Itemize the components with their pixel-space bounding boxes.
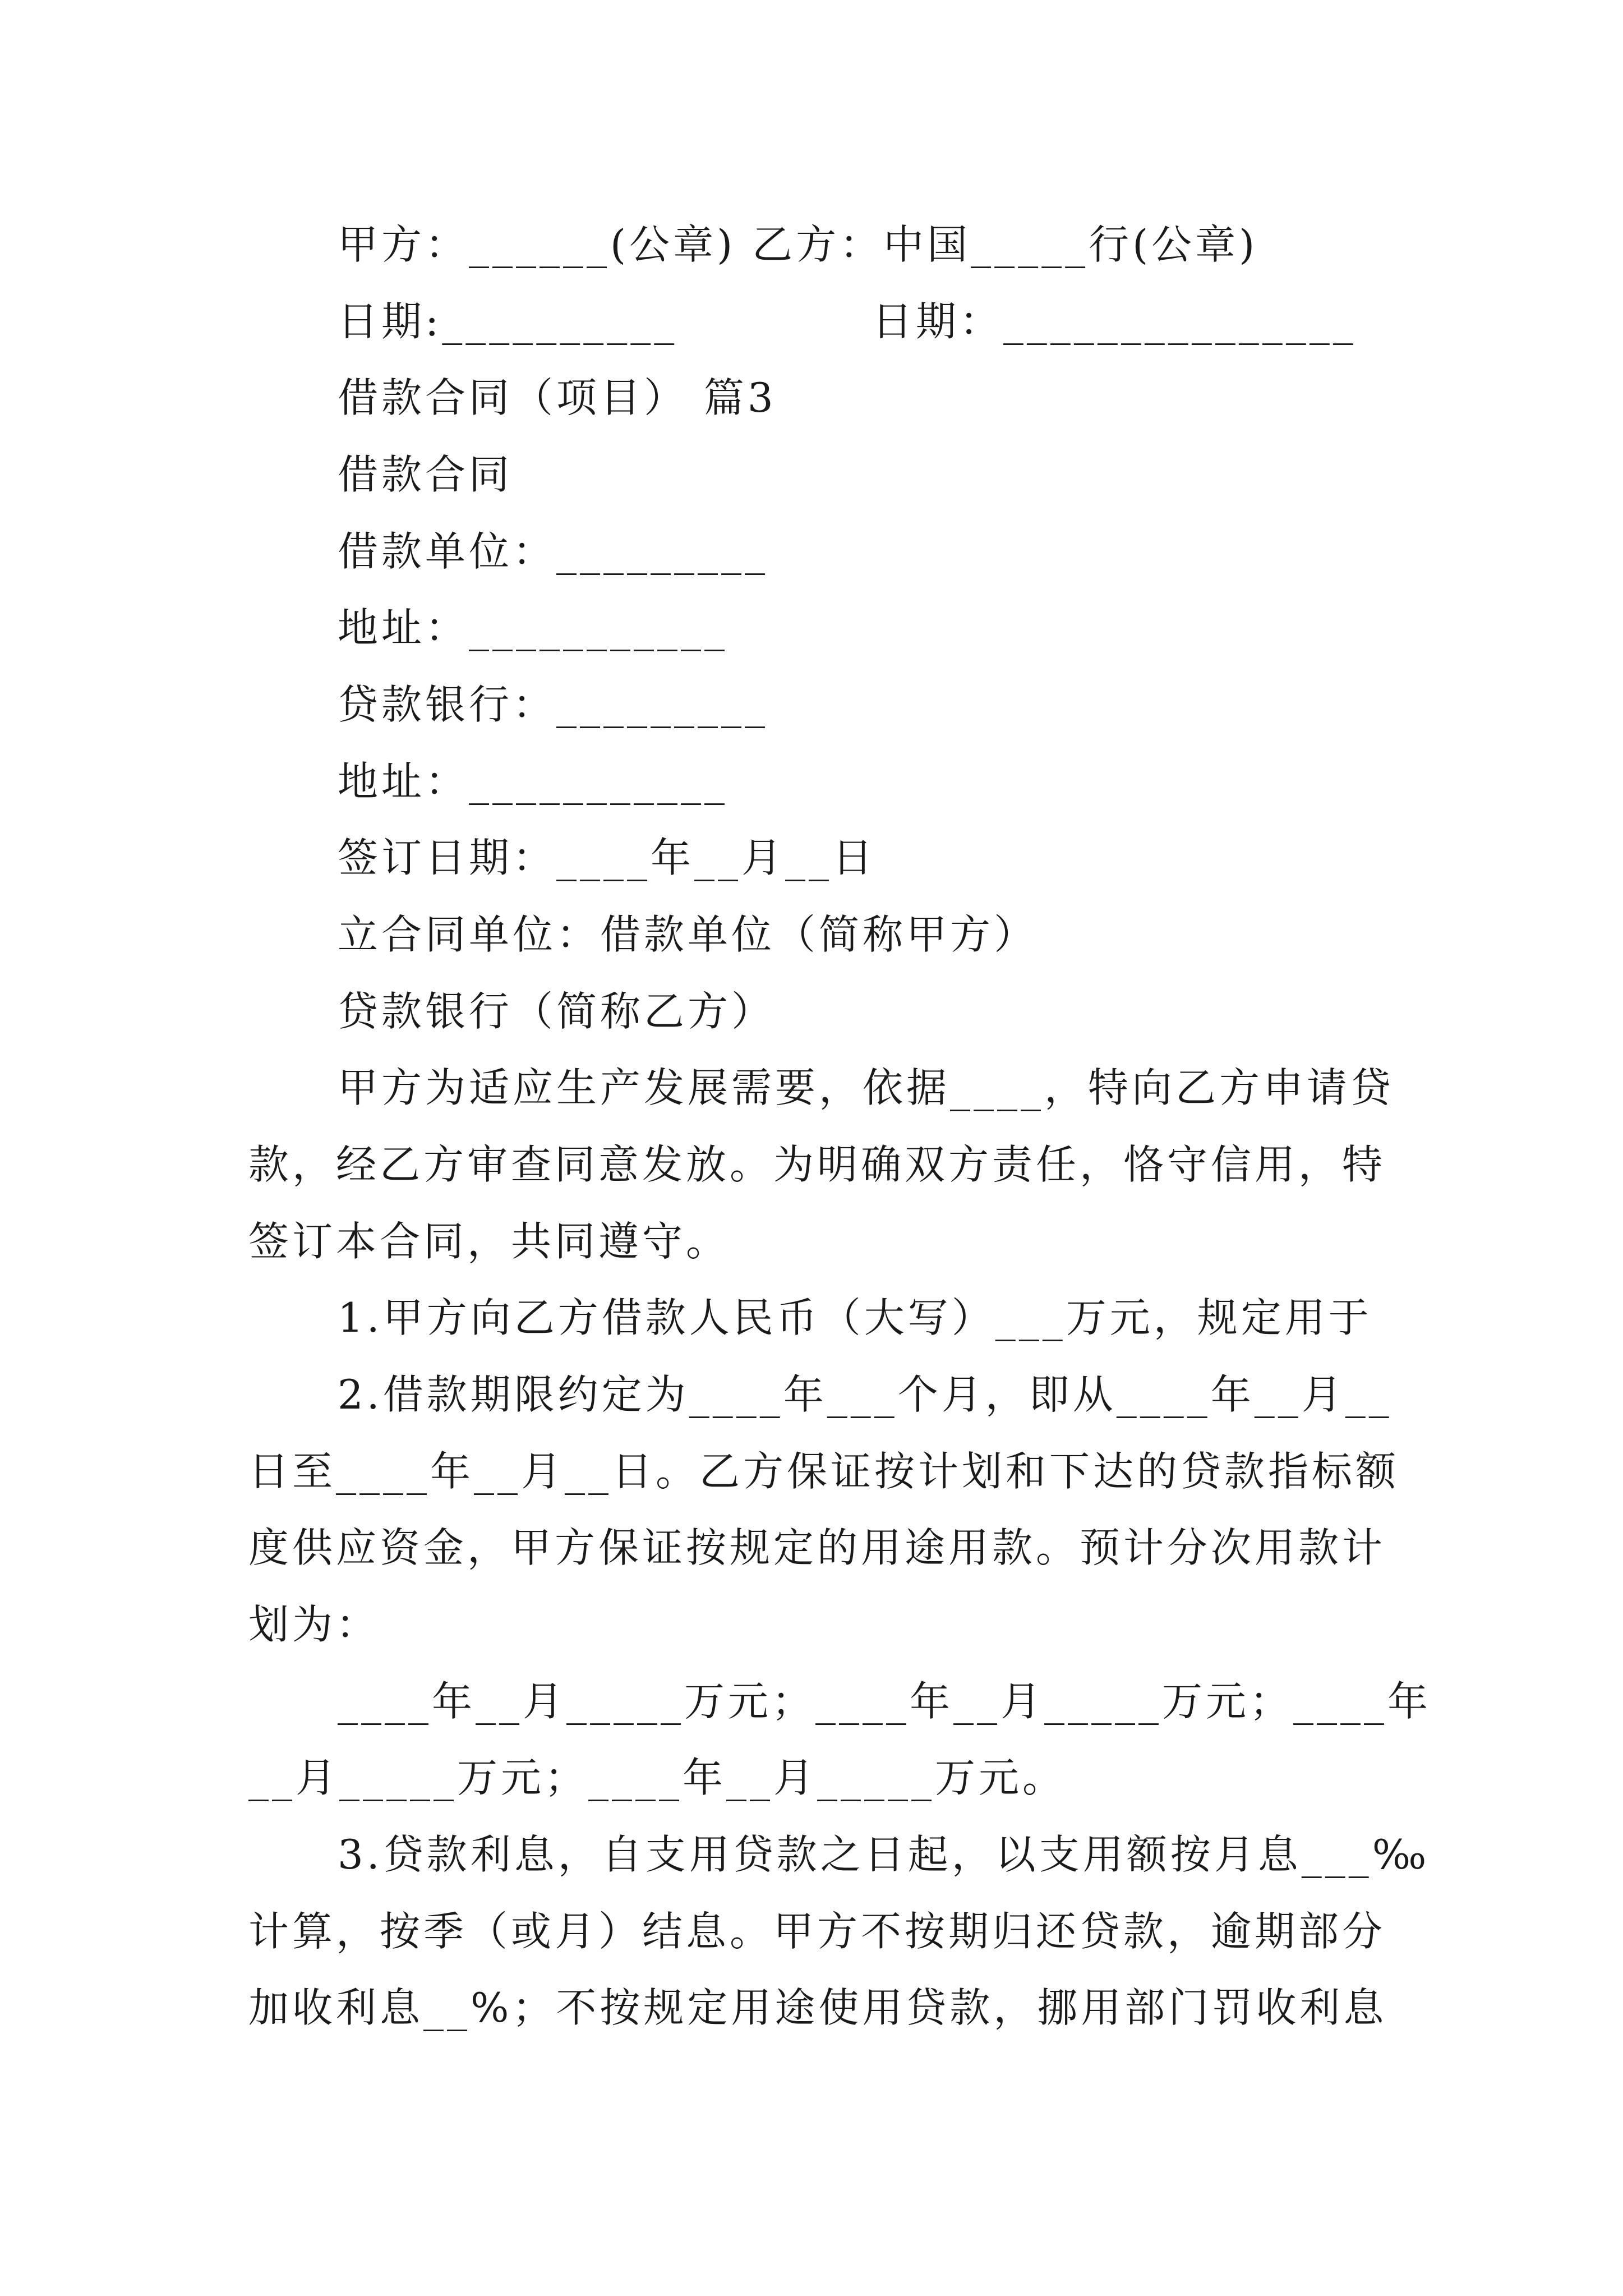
contracting-party-b: 贷款银行（简称乙方） xyxy=(338,988,776,1035)
contract-title: 借款合同 xyxy=(338,451,513,498)
clause-3: 3.贷款利息，自支用贷款之日起，以支用额按月息___‰ xyxy=(338,1831,1430,1878)
schedule-line: __月_____万元；____年__月_____万元。 xyxy=(248,1754,1067,1801)
borrower-address-field: 地址：___________ xyxy=(338,604,728,651)
signing-date-field: 签订日期：____年__月__日 xyxy=(338,834,877,881)
paragraph-line: 度供应资金，甲方保证按规定的用途用款。预计分次用款计 xyxy=(248,1524,1386,1571)
signature-line-parties: 甲方：______(公章) 乙方：中国_____行(公章) xyxy=(338,221,1258,268)
clause-2: 2.借款期限约定为____年___个月，即从____年__月__ xyxy=(338,1371,1393,1418)
lender-bank-field: 贷款银行：_________ xyxy=(338,681,769,728)
paragraph-line: 甲方为适应生产发展需要，依据____，特向乙方申请贷 xyxy=(338,1064,1395,1111)
paragraph-line: 划为： xyxy=(248,1601,380,1648)
schedule-line: ____年__月_____万元；____年__月_____万元；____年 xyxy=(338,1678,1432,1725)
lender-address-field: 地址：___________ xyxy=(338,758,728,805)
borrower-field: 借款单位：_________ xyxy=(338,528,769,575)
signature-line-dates: 日期:__________ 日期：_______________ xyxy=(338,298,1357,345)
contracting-party-a: 立合同单位：借款单位（简称甲方） xyxy=(338,911,1038,958)
paragraph-line: 日至____年__月__日。乙方保证按计划和下达的贷款指标额 xyxy=(248,1448,1400,1495)
paragraph-line: 签订本合同，共同遵守。 xyxy=(248,1218,730,1265)
paragraph-line: 加收利息__%；不按规定用途使用贷款，挪用部门罚收利息 xyxy=(248,1984,1387,2031)
clause-1: 1.甲方向乙方借款人民币（大写）___万元，规定用于 xyxy=(338,1294,1372,1341)
section-heading: 借款合同（项目） 篇3 xyxy=(338,374,777,421)
paragraph-line: 款，经乙方审查同意发放。为明确双方责任，恪守信用，特 xyxy=(248,1141,1386,1188)
paragraph-line: 计算，按季（或月）结息。甲方不按期归还贷款，逾期部分 xyxy=(248,1908,1386,1955)
